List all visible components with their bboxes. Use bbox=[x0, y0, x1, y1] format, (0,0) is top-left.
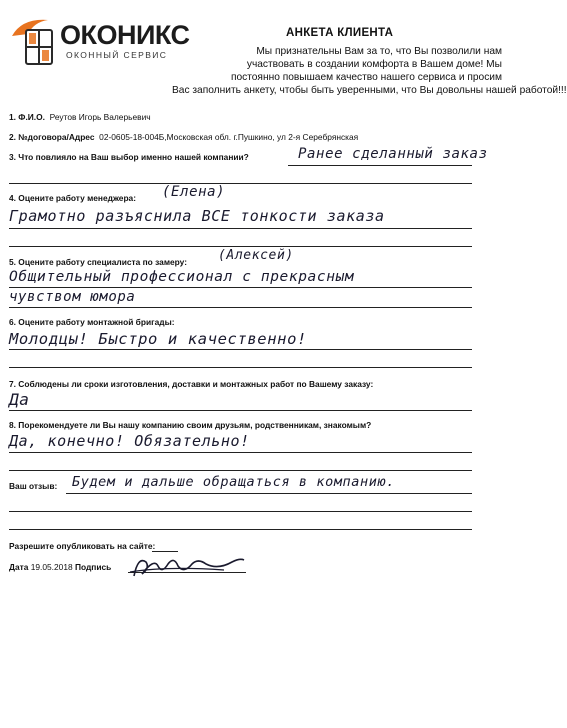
review-label: Ваш отзыв: bbox=[9, 481, 58, 491]
answer-line bbox=[9, 511, 472, 512]
logo-name: ОКОНИКС bbox=[60, 20, 190, 50]
answer-line bbox=[9, 470, 472, 471]
q2-value: 02-0605-18-004Б,Московская обл. г.Пушкино, ул 2-я Серебрянская bbox=[99, 132, 359, 142]
answer-line bbox=[288, 165, 472, 166]
intro-line: участвовать в создании комфорта в Вашем доме! Мы bbox=[246, 59, 502, 70]
answer-line bbox=[9, 349, 472, 350]
answer-line bbox=[9, 367, 472, 368]
publish-label: Разрешите опубликовать на сайте: bbox=[9, 541, 156, 551]
q5-label: 5. Оцените работу специалиста по замеру: bbox=[9, 257, 188, 267]
q8-label: 8. Порекомендуете ли Вы нашу компанию своим друзьям, родственникам, знакомым? bbox=[9, 420, 372, 430]
q3-label: 3. Что повлияло на Ваш выбор именно нашей компании? bbox=[9, 152, 249, 162]
q6-answer: Молодцы! Быстро и качественно! bbox=[9, 330, 307, 348]
q1-label: 1. Ф.И.О. bbox=[9, 112, 45, 122]
answer-line bbox=[9, 452, 472, 453]
answer-line bbox=[66, 493, 472, 494]
q1-value: Реутов Игорь Валерьевич bbox=[49, 112, 151, 122]
q8-answer: Да, конечно! Обязательно! bbox=[9, 432, 250, 450]
answer-line bbox=[9, 287, 472, 288]
q4-answer: Грамотно разъяснила ВСЕ тонкости заказа bbox=[9, 207, 385, 225]
date-value: 19.05.2018 bbox=[30, 562, 73, 572]
q2-row bbox=[9, 132, 358, 142]
intro-text bbox=[172, 45, 567, 97]
logo-window-icon bbox=[8, 14, 64, 72]
intro-line: Мы признательны Вам за то, что Вы позволили нам bbox=[256, 46, 502, 57]
intro-line: Вас заполнить анкету, чтобы быть уверенными, что Вы довольны нашей работой!!! bbox=[172, 85, 567, 96]
answer-line bbox=[9, 246, 472, 247]
answer-line bbox=[9, 307, 472, 308]
q1-row bbox=[9, 112, 151, 122]
q4-manager-name: (Елена) bbox=[162, 184, 226, 200]
answer-line bbox=[9, 228, 472, 229]
answer-line bbox=[9, 529, 472, 530]
signature-label: Подпись bbox=[74, 562, 112, 572]
q4-label: 4. Оцените работу менеджера: bbox=[9, 193, 137, 203]
date-label: Дата bbox=[9, 562, 29, 572]
q5-measurer-name: (Алексей) bbox=[218, 248, 294, 263]
review-answer: Будем и дальше обращаться в компанию. bbox=[72, 474, 395, 490]
q5-answer-line1: Общительный профессионал с прекрасным bbox=[9, 269, 355, 285]
q2-label: 2. №договора/Адрес bbox=[9, 132, 95, 142]
q7-answer: Да bbox=[9, 390, 30, 409]
answer-line bbox=[9, 410, 472, 411]
q3-answer: Ранее сделанный заказ bbox=[298, 146, 488, 162]
handwritten-signature bbox=[128, 552, 246, 582]
logo-tagline: ОКОННЫЙ СЕРВИС bbox=[66, 50, 168, 60]
answer-line bbox=[9, 183, 472, 184]
q7-label: 7. Соблюдены ли сроки изготовления, доставки и монтажных работ по Вашему заказу: bbox=[9, 379, 374, 389]
date-row bbox=[9, 562, 111, 572]
q5-answer-line2: чувством юмора bbox=[9, 289, 136, 305]
intro-line: постоянно повышаем качество нашего сервиса и просим bbox=[230, 72, 502, 83]
form-title: АНКЕТА КЛИЕНТА bbox=[286, 27, 394, 39]
q6-label: 6. Оцените работу монтажной бригады: bbox=[9, 317, 175, 327]
